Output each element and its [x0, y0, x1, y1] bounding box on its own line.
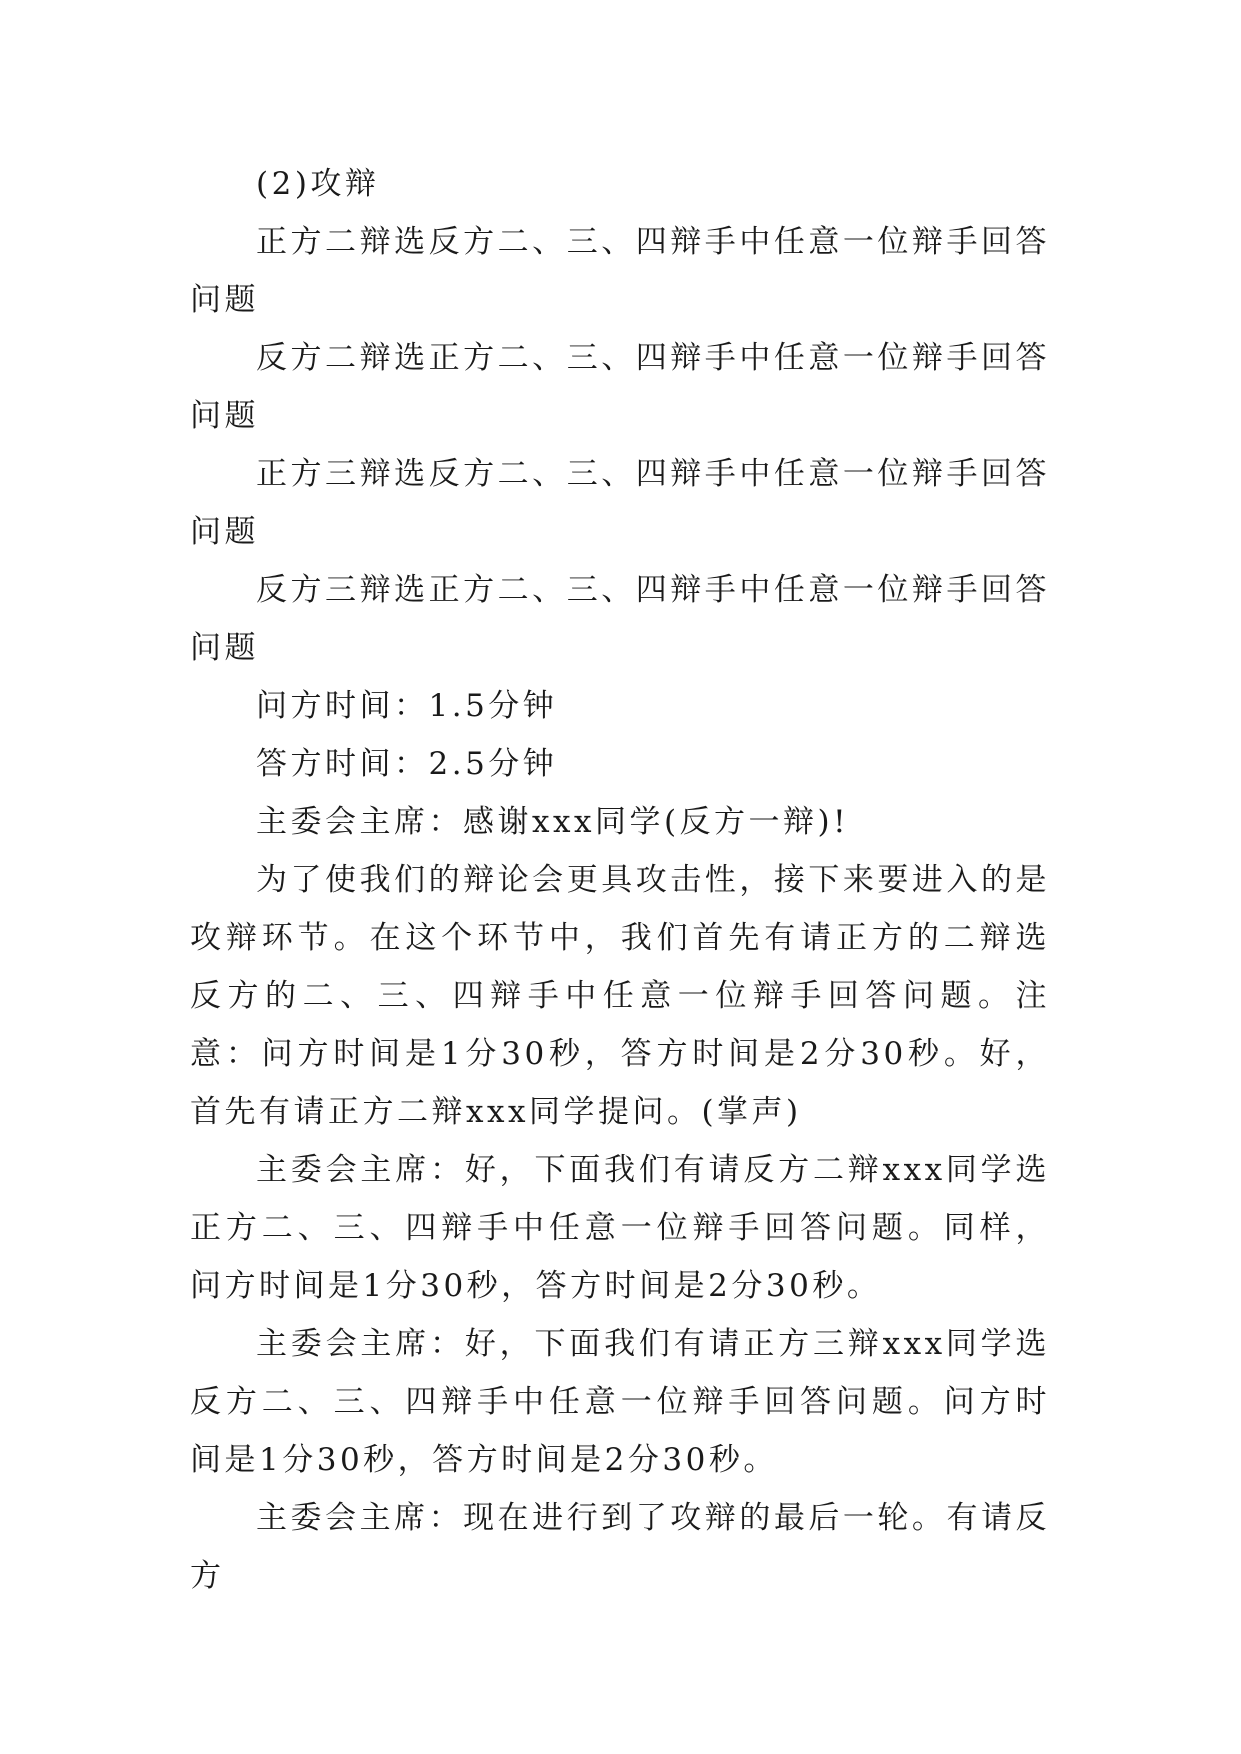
- paragraph: 主委会主席：好，下面我们有请反方二辩xxx同学选正方二、三、四辩手中任意一位辩手回答问题。同样，问方时间是1分30秒，答方时间是2分30秒。: [190, 1152, 1050, 1304]
- paragraph: 问方时间：1.5分钟: [256, 688, 558, 724]
- document-body: [190, 155, 1050, 1605]
- section-heading: (2)攻辩: [256, 166, 380, 202]
- paragraph: 正方二辩选反方二、三、四辩手中任意一位辩手回答问题: [190, 224, 1050, 318]
- paragraph: 反方二辩选正方二、三、四辩手中任意一位辩手回答问题: [190, 340, 1050, 434]
- paragraph: 主委会主席：好，下面我们有请正方三辩xxx同学选反方二、三、四辩手中任意一位辩手回答问题。问方时间是1分30秒，答方时间是2分30秒。: [190, 1326, 1050, 1478]
- paragraph: 为了使我们的辩论会更具攻击性，接下来要进入的是攻辩环节。在这个环节中，我们首先有请正方的二辩选反方的二、三、四辩手中任意一位辩手回答问题。注意：问方时间是1分30秒，答方时间是2分30秒。好，首先有请正方二辩xxx同学提问。(掌声): [190, 862, 1050, 1130]
- paragraph: 反方三辩选正方二、三、四辩手中任意一位辩手回答问题: [190, 572, 1050, 666]
- paragraph: 答方时间：2.5分钟: [256, 746, 558, 782]
- paragraph: 主委会主席：现在进行到了攻辩的最后一轮。有请反方: [190, 1500, 1050, 1594]
- paragraph: 正方三辩选反方二、三、四辩手中任意一位辩手回答问题: [190, 456, 1050, 550]
- paragraph: 主委会主席：感谢xxx同学(反方一辩)!: [256, 804, 850, 840]
